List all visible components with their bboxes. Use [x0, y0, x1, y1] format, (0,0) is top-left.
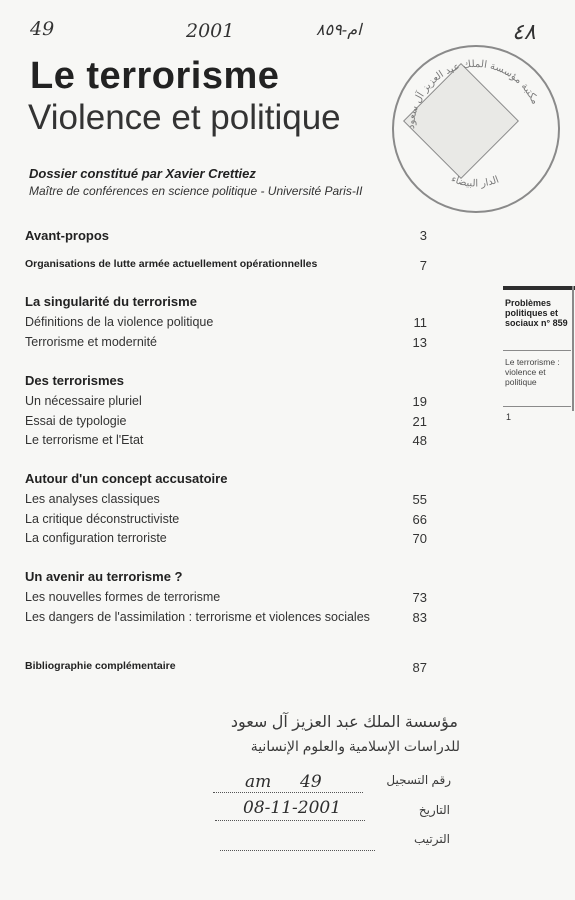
- toc-label: Un nécessaire pluriel: [25, 394, 142, 408]
- stamp-text-upper: مكتبة مؤسسة الملك عبد العزيز آل سعود: [405, 58, 541, 130]
- toc-row: [25, 531, 427, 549]
- handwritten-number-top-left: 49: [30, 18, 55, 40]
- book-title: Le terrorisme: [30, 55, 280, 97]
- toc-page: 19: [412, 394, 427, 409]
- toc-label: Un avenir au terrorisme ?: [25, 569, 183, 584]
- author-affiliation: Maître de conférences en science politique - Université Paris-II: [29, 184, 363, 198]
- toc-page: 70: [412, 531, 427, 546]
- toc-label: Des terrorismes: [25, 373, 124, 388]
- toc-label: Essai de typologie: [25, 414, 127, 428]
- toc-row: [25, 258, 427, 276]
- toc-row: [25, 590, 427, 608]
- toc-label: Terrorisme et modernité: [25, 335, 157, 349]
- svg-text:الدار البيضاء: [449, 174, 500, 190]
- toc-label: La configuration terroriste: [25, 531, 167, 545]
- stamp-date-label: التاريخ: [418, 803, 450, 817]
- stamp-institution-line2: للدراسات الإسلامية والعلوم الإنسانية: [250, 738, 460, 754]
- toc-label: Les nouvelles formes de terrorisme: [25, 590, 221, 604]
- svg-text:مكتبة مؤسسة الملك عبد العزيز آ: [406, 59, 540, 129]
- toc-label: Avant-propos: [25, 228, 110, 243]
- side-number: 1: [506, 412, 512, 422]
- toc-row: [25, 294, 427, 312]
- toc-label: Organisations de lutte armée actuellement opérationnelles: [25, 258, 318, 270]
- book-subtitle: Violence et politique: [28, 98, 341, 137]
- stamp-text-ring: [392, 45, 560, 213]
- stamp-class-label: الترتيب: [414, 832, 450, 846]
- handwritten-code: ﺍﻡ-٨٥٩: [316, 20, 362, 39]
- handwritten-reg-number: 49: [300, 772, 322, 792]
- toc-row: [25, 569, 427, 587]
- toc-page: 7: [419, 258, 427, 273]
- side-divider: [503, 350, 571, 351]
- toc-row: [25, 660, 427, 678]
- toc-label: Bibliographie complémentaire: [25, 660, 176, 672]
- stamp-institution-line1: مؤسسة الملك عبد العزيز آل سعود: [230, 714, 458, 731]
- toc-row: [25, 315, 427, 333]
- toc-label: Le terrorisme et l'Etat: [25, 433, 144, 447]
- toc-page: 87: [412, 660, 427, 675]
- handwritten-number-top-right: ٤٨: [512, 20, 536, 45]
- date-dotted-line: [215, 820, 365, 821]
- toc-row: [25, 492, 427, 510]
- toc-page: 55: [412, 492, 427, 507]
- toc-label: Les analyses classiques: [25, 492, 160, 506]
- issue-title: Le terrorisme : violence et politique: [505, 357, 560, 387]
- toc-row: [25, 512, 427, 530]
- toc-page: 48: [412, 433, 427, 448]
- toc-label: La critique déconstructiviste: [25, 512, 180, 526]
- class-dotted-line: [220, 850, 375, 851]
- toc-label: Autour d'un concept accusatoire: [25, 471, 228, 486]
- handwritten-year: 2001: [186, 20, 235, 42]
- toc-row: [25, 394, 427, 412]
- toc-page: 13: [412, 335, 427, 350]
- series-name: Problèmes politiques et sociaux n° 859: [505, 298, 568, 328]
- toc-row: [25, 228, 427, 246]
- side-panel-rule: [503, 286, 575, 290]
- toc-row: [25, 610, 427, 628]
- toc-row: [25, 335, 427, 353]
- stamp-text-lower: الدار البيضاء: [449, 173, 501, 190]
- dossier-author: Dossier constitué par Xavier Crettiez: [29, 166, 256, 181]
- side-divider: [503, 406, 571, 407]
- toc-label: Définitions de la violence politique: [25, 315, 214, 329]
- toc-row: [25, 414, 427, 432]
- toc-page: 21: [412, 414, 427, 429]
- handwritten-date: 08-11-2001: [243, 798, 342, 818]
- toc-page: 66: [412, 512, 427, 527]
- side-panel-border: [572, 286, 574, 411]
- toc-row: [25, 471, 427, 489]
- toc-row: [25, 433, 427, 451]
- handwritten-ms-prefix: am: [245, 772, 272, 792]
- toc-label: La singularité du terrorisme: [25, 294, 197, 309]
- toc-page: 83: [412, 610, 427, 625]
- reg-dotted-line: [213, 792, 363, 793]
- toc-label: Les dangers de l'assimilation : terrorisme et violences sociales: [25, 610, 370, 624]
- toc-page: 11: [413, 315, 427, 330]
- toc-page: 3: [419, 228, 427, 243]
- toc-row: [25, 373, 427, 391]
- stamp-reg-label: رقم التسجيل: [386, 773, 451, 787]
- toc-page: 73: [412, 590, 427, 605]
